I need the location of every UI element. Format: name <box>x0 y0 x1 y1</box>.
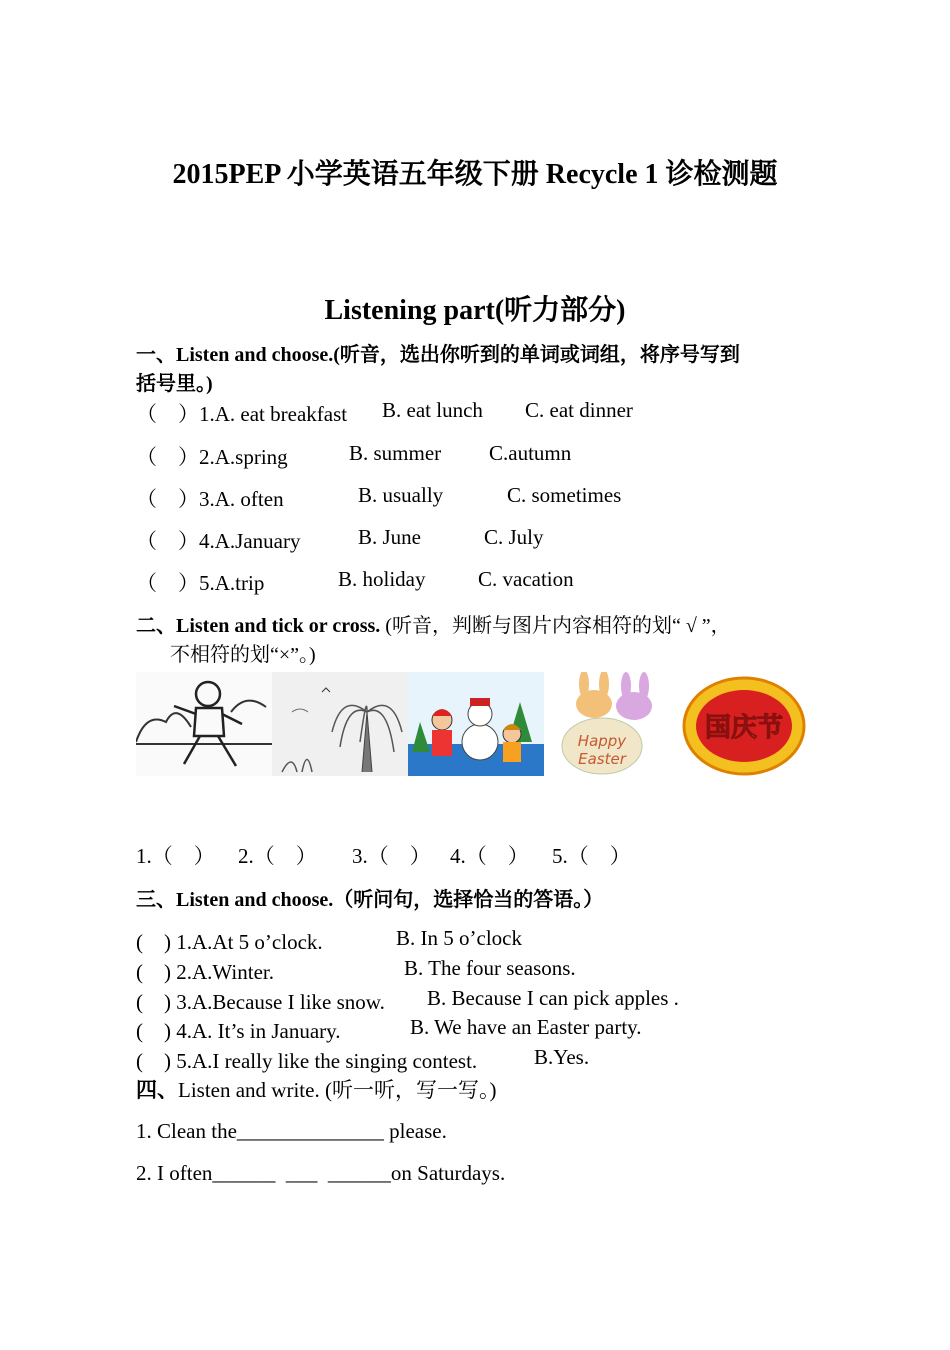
item-number: ( ) 4. <box>136 1019 192 1043</box>
option-b: B. summer <box>349 441 442 465</box>
option-b: B. eat lunch <box>382 398 483 422</box>
section1-heading: 一、Listen and choose.(听音，选出你听到的单词或词组，将序号写到 <box>136 344 740 366</box>
item-number: （ ）2. <box>136 445 215 469</box>
fill-blank[interactable]: ___ <box>285 1161 318 1185</box>
option-a: A.At 5 o’clock. <box>192 930 323 954</box>
option-a: A.Winter. <box>192 960 274 984</box>
s1-item-3 <box>136 483 284 513</box>
s1-item-5 <box>136 567 264 597</box>
item-number: （ ）5. <box>136 571 215 595</box>
option-a: A.January <box>214 529 301 553</box>
item-number: ( ) 2. <box>136 960 192 984</box>
option-a: A. often <box>214 487 284 511</box>
item-number: ( ) 1. <box>136 930 192 954</box>
s1-item-1 <box>136 398 347 428</box>
option-b: B. The four seasons. <box>404 956 576 980</box>
option-b: B. holiday <box>338 567 426 591</box>
s3-item-3 <box>136 986 385 1016</box>
s3-item-5 <box>136 1045 477 1075</box>
option-c: C. eat dinner <box>525 398 633 422</box>
option-a: A. It’s in January. <box>192 1019 341 1043</box>
s1-item-2 <box>136 441 288 471</box>
national-day-image <box>682 672 806 776</box>
option-a: A. eat breakfast <box>214 402 348 426</box>
section1-heading-cont: 括号里。) <box>136 373 213 395</box>
answer-blank[interactable]: 3.（ ） <box>352 844 431 868</box>
happy-easter-image <box>544 672 680 776</box>
section2-heading: 二、Listen and tick or cross. (听音，判断与图片内容相符的划“ √ ”， <box>136 615 731 637</box>
item-number: （ ）3. <box>136 487 215 511</box>
option-c: C.autumn <box>489 441 572 465</box>
item-number: （ ）1. <box>136 402 215 426</box>
option-a: A.trip <box>214 571 265 595</box>
section3-heading: 三、Listen and choose.（听问句，选择恰当的答语。） <box>136 889 604 911</box>
option-a: A.spring <box>214 445 288 469</box>
kungfu-boy-image <box>136 672 272 776</box>
snowman-winter-image <box>408 672 544 776</box>
s3-item-2 <box>136 956 274 986</box>
s4-line-1: 1. Clean the______________ please. <box>136 1119 447 1143</box>
fill-blank[interactable]: ______ <box>327 1161 391 1185</box>
option-a: A.I really like the singing contest. <box>192 1049 478 1073</box>
option-c: C. July <box>484 525 544 549</box>
option-c: C. sometimes <box>507 483 622 507</box>
option-b: B. In 5 o’clock <box>396 926 522 950</box>
s3-item-4 <box>136 1015 341 1045</box>
option-b: B. Because I can pick apples . <box>427 986 679 1010</box>
s1-item-4 <box>136 525 300 555</box>
option-b: B. June <box>358 525 421 549</box>
answer-blank[interactable]: 1.（ ） <box>136 844 215 868</box>
option-b: B.Yes. <box>534 1045 590 1069</box>
option-a: A.Because I like snow. <box>192 990 385 1014</box>
section2-heading-cont: 不相符的划“×”。) <box>170 644 316 666</box>
national-day-text: 国庆节 <box>704 713 784 743</box>
item-number: （ ）4. <box>136 529 215 553</box>
option-b: B. We have an Easter party. <box>410 1015 642 1039</box>
item-number: ( ) 3. <box>136 990 192 1014</box>
option-b: B. usually <box>358 483 444 507</box>
section4-heading: 四、Listen and write. (听一听，写一写。) <box>136 1078 497 1102</box>
fill-blank[interactable]: ______________ <box>236 1119 384 1143</box>
s4-line-2: 2. I often______ ___ ______on Saturdays. <box>136 1161 506 1185</box>
option-c: C. vacation <box>478 567 574 591</box>
answer-blank[interactable]: 4.（ ） <box>450 844 529 868</box>
answer-blank[interactable]: 2.（ ） <box>238 844 317 868</box>
spring-willow-image <box>272 672 408 776</box>
fill-blank[interactable]: ______ <box>212 1161 276 1185</box>
section-title: Listening part(听力部分) <box>324 295 626 326</box>
easter-text: Happy <box>577 732 627 750</box>
page-title: 2015PEP 小学英语五年级下册 Recycle 1 诊检测题 <box>172 159 778 190</box>
easter-text: Easter <box>578 750 626 768</box>
s3-item-1 <box>136 926 323 956</box>
answer-blank[interactable]: 5.（ ） <box>552 844 631 868</box>
item-number: ( ) 5. <box>136 1049 192 1073</box>
